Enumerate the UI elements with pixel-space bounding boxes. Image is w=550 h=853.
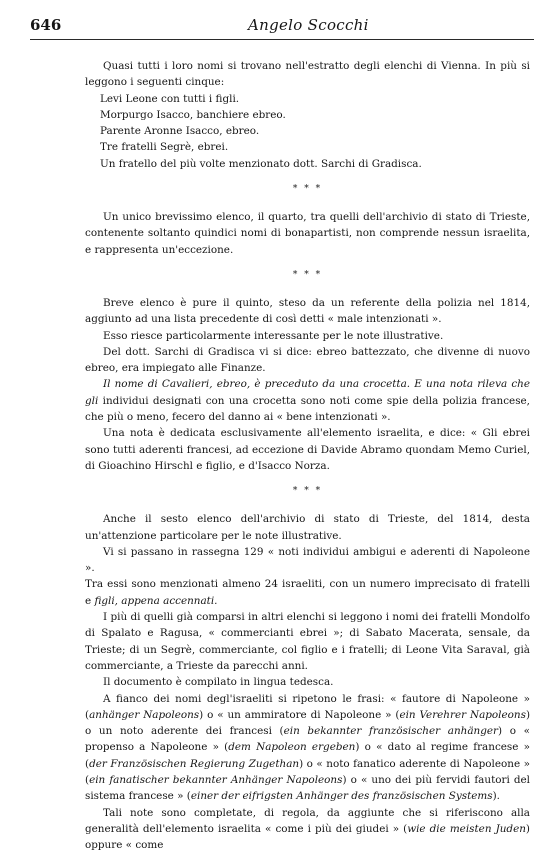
- italic-text: wie die meisten Juden: [407, 822, 526, 835]
- list-item: Tre fratelli Segrè, ebrei.: [100, 141, 229, 154]
- paragraph: [85, 295, 530, 328]
- quoted-text: « male intenzionati »: [327, 313, 439, 326]
- paragraph: Vi si passano in rassegna 129 « noti individui ambigui e aderenti di Napoleone ».: [85, 545, 530, 575]
- text-run: ) oppure « come: [85, 822, 530, 852]
- running-header: [30, 16, 534, 38]
- text-run: ) o « dato al regime francese » (: [85, 741, 530, 770]
- paragraph: Quasi tutti i loro nomi si trovano nell'estratto degli elenchi di Vienna. In più si leggono i seguenti cinque:: [85, 60, 530, 89]
- paragraph: Anche il sesto elenco dell'archivio di stato di Trieste, del 1814, desta un'attenzione particolare per le note illustrative.: [85, 513, 530, 542]
- text-run: individui designati con una crocetta sono noti come spie della polizia francese, che più o meno, fecero del danno ai « bene intenzionati ».: [85, 394, 530, 424]
- italic-text: einer der eifrigsten Anhänger des französischen Systems: [190, 790, 493, 803]
- text-run: ) o « noto fanatico aderente di Napoleone » (: [85, 757, 530, 786]
- text-run: A fianco dei nomi degl'israeliti si ripetono le frasi: « fautore di Napoleone » (: [85, 692, 530, 721]
- name-list: [85, 91, 530, 172]
- running-title: Angelo Scocchi: [248, 16, 369, 34]
- list-item: Parente Aronne Isacco, ebreo.: [100, 125, 260, 138]
- page-number: 646: [30, 16, 62, 34]
- italic-text: figli, appena accennati.: [94, 594, 218, 607]
- italic-text: der Französischen Regierung Zugethan: [89, 757, 300, 770]
- text-run: ) o « uno dei più fervidi fautori del sistema francese » (: [85, 773, 531, 803]
- text-run: .: [438, 313, 442, 326]
- italic-text: ein fanatischer bekannter Anhänger Napoleons: [89, 773, 343, 786]
- text-run: Breve elenco è pure il quinto, steso da un referente della polizia nel 1814, aggiunto ad una lista precedente di così detti: [85, 296, 530, 326]
- text-run: Tali note sono completate, di regola, da aggiunte che si riferiscono alla generalità dell'elemento israelita « come i più dei giudei » (: [85, 806, 530, 835]
- section-separator: * * *: [292, 486, 323, 497]
- paragraph: I più di quelli già comparsi in altri elenchi si leggono i nomi dei fratelli Mondolfo di Spalato e Ragusa, « commercianti ebrei »; di Sabato Macerata, sensale, da Trieste; di un Segrè, commerciante, col figlio e i fratelli; di Leone Vita Saraval, già commerciante, a Trieste da parecchi anni.: [85, 611, 530, 672]
- header-rule: [30, 39, 534, 40]
- paragraph: Un unico brevissimo elenco, il quarto, tra quelli dell'archivio di stato di Trieste, contenente soltanto quindici nomi di bonapartisti, non comprende nessun israelita, e rappresenta un'eccezione.: [85, 211, 530, 256]
- italic-text: Il nome di Cavalieri, ebreo, è preceduto da una crocetta. E una nota rileva che gli: [85, 378, 530, 407]
- text-run: ) o « propenso a Napoleone » (: [85, 725, 530, 754]
- list-item: Levi Leone con tutti i figli.: [100, 92, 240, 105]
- paragraph-mixed-quotes: [85, 805, 530, 853]
- list-item: Morpurgo Isacco, banchiere ebreo.: [100, 108, 286, 121]
- italic-text: ein Verehrer Napoleons: [399, 708, 526, 721]
- text-run: Tra essi sono menzionati almeno 24 israeliti, con un numero imprecisato di fratelli e: [85, 578, 530, 607]
- text-run: ).: [492, 790, 500, 803]
- italic-text: ein bekannter französischer anhänger: [283, 725, 498, 738]
- paragraph: Il documento è compilato in lingua tedesca.: [103, 676, 334, 689]
- paragraph: Del dott. Sarchi di Gradisca vi si dice: ebreo battezzato, che divenne di nuovo ebreo, era impiegato alle Finanze.: [85, 345, 530, 375]
- section-separator: * * *: [292, 269, 323, 280]
- paragraph: Esso riesce particolarmente interessante per le note illustrative.: [103, 329, 444, 342]
- paragraph: Una nota è dedicata esclusivamente all'elemento israelita, e dice: « Gli ebrei sono tutti aderenti francesi, ad eccezione di Davide Abramo quondam Memo Curiel, di Gioachino Hirschl e figlio, e d'Isacco Norza.: [85, 427, 530, 472]
- section-separator: * * *: [292, 184, 323, 195]
- text-run: ) o « un ammiratore di Napoleone » (: [199, 708, 400, 721]
- list-item: Un fratello del più volte menzionato dott. Sarchi di Gradisca.: [100, 157, 422, 170]
- paragraph: [85, 576, 530, 609]
- paragraph: [85, 376, 530, 425]
- paragraph-mixed-quotes: [85, 691, 530, 805]
- text-run: ) o un noto aderente dei francesi (: [85, 708, 530, 738]
- italic-text: anhänger Napoleons: [89, 708, 200, 721]
- italic-text: dem Napoleon ergeben: [228, 741, 356, 754]
- body-text: [85, 58, 530, 853]
